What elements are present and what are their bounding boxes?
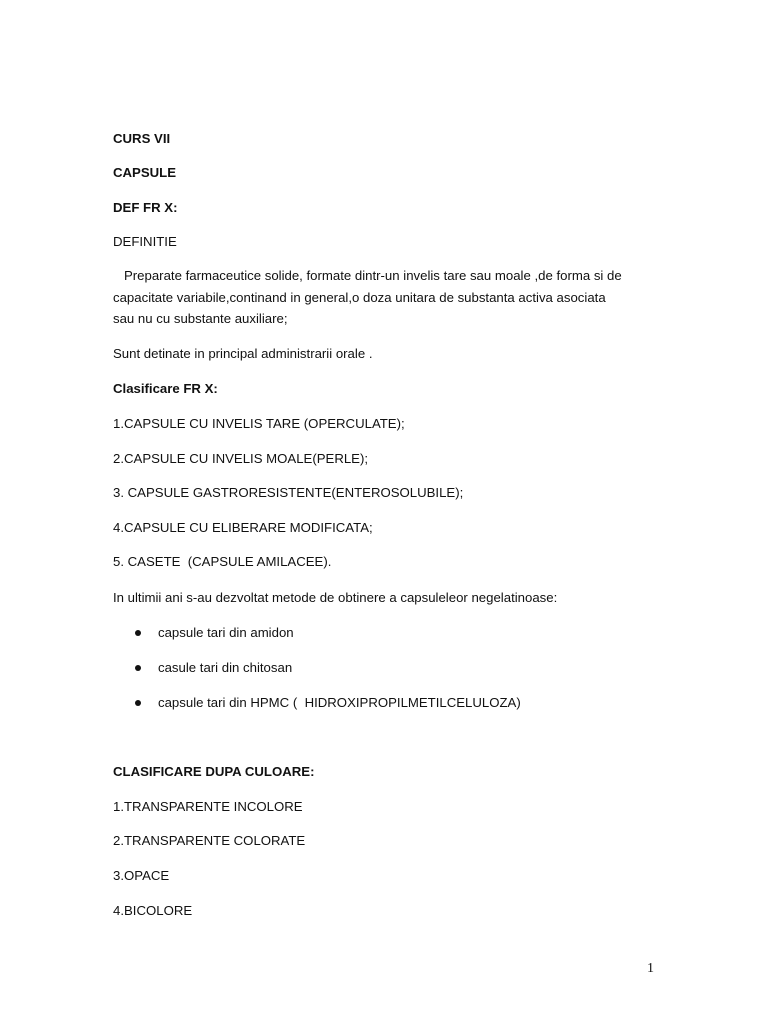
definition-reference: DEF FR X:	[113, 200, 178, 215]
page-number: 1	[647, 961, 654, 976]
color-item: 1.TRANSPARENTE INCOLORE	[113, 799, 303, 814]
list-item-text: casule tari din chitosan	[158, 660, 293, 675]
classification-item: 5. CASETE (CAPSULE AMILACEE).	[113, 554, 332, 569]
definition-line: capacitate variabile,continand in general,o doza unitara de substanta activa asociata	[113, 289, 606, 305]
color-classification-heading: CLASIFICARE DUPA CULOARE:	[113, 764, 315, 779]
definition-heading: DEFINITIE	[113, 234, 177, 249]
color-item: 2.TRANSPARENTE COLORATE	[113, 833, 306, 848]
purpose-text: Sunt detinate in principal administrarii orale .	[113, 346, 373, 361]
course-label: CURS VII	[113, 131, 171, 146]
bullet-icon	[135, 700, 141, 706]
definition-line: sau nu cu substante auxiliare;	[113, 311, 288, 326]
classification-item: 1.CAPSULE CU INVELIS TARE (OPERCULATE);	[113, 416, 405, 431]
bullet-icon	[135, 665, 141, 671]
list-item-text: capsule tari din amidon	[158, 625, 294, 640]
color-item: 3.OPACE	[113, 868, 170, 883]
list-item-text: capsule tari din HPMC ( HIDROXIPROPILMETILCELULOZA)	[158, 695, 521, 710]
classification-item: 3. CAPSULE GASTRORESISTENTE(ENTEROSOLUBILE);	[113, 485, 464, 500]
definition-line: Preparate farmaceutice solide, formate dintr-un invelis tare sau moale ,de forma si de	[113, 268, 622, 283]
document-title: CAPSULE	[113, 165, 177, 180]
bullet-icon	[135, 630, 141, 636]
classification-item: 2.CAPSULE CU INVELIS MOALE(PERLE);	[113, 451, 369, 466]
classification-item: 4.CAPSULE CU ELIBERARE MODIFICATA;	[113, 520, 373, 535]
recent-methods-intro: In ultimii ani s-au dezvoltat metode de obtinere a capsuleleor negelatinoase:	[113, 590, 558, 605]
classification-heading: Clasificare FR X:	[113, 381, 218, 396]
color-item: 4.BICOLORE	[113, 903, 193, 918]
definition-paragraph	[113, 265, 653, 330]
